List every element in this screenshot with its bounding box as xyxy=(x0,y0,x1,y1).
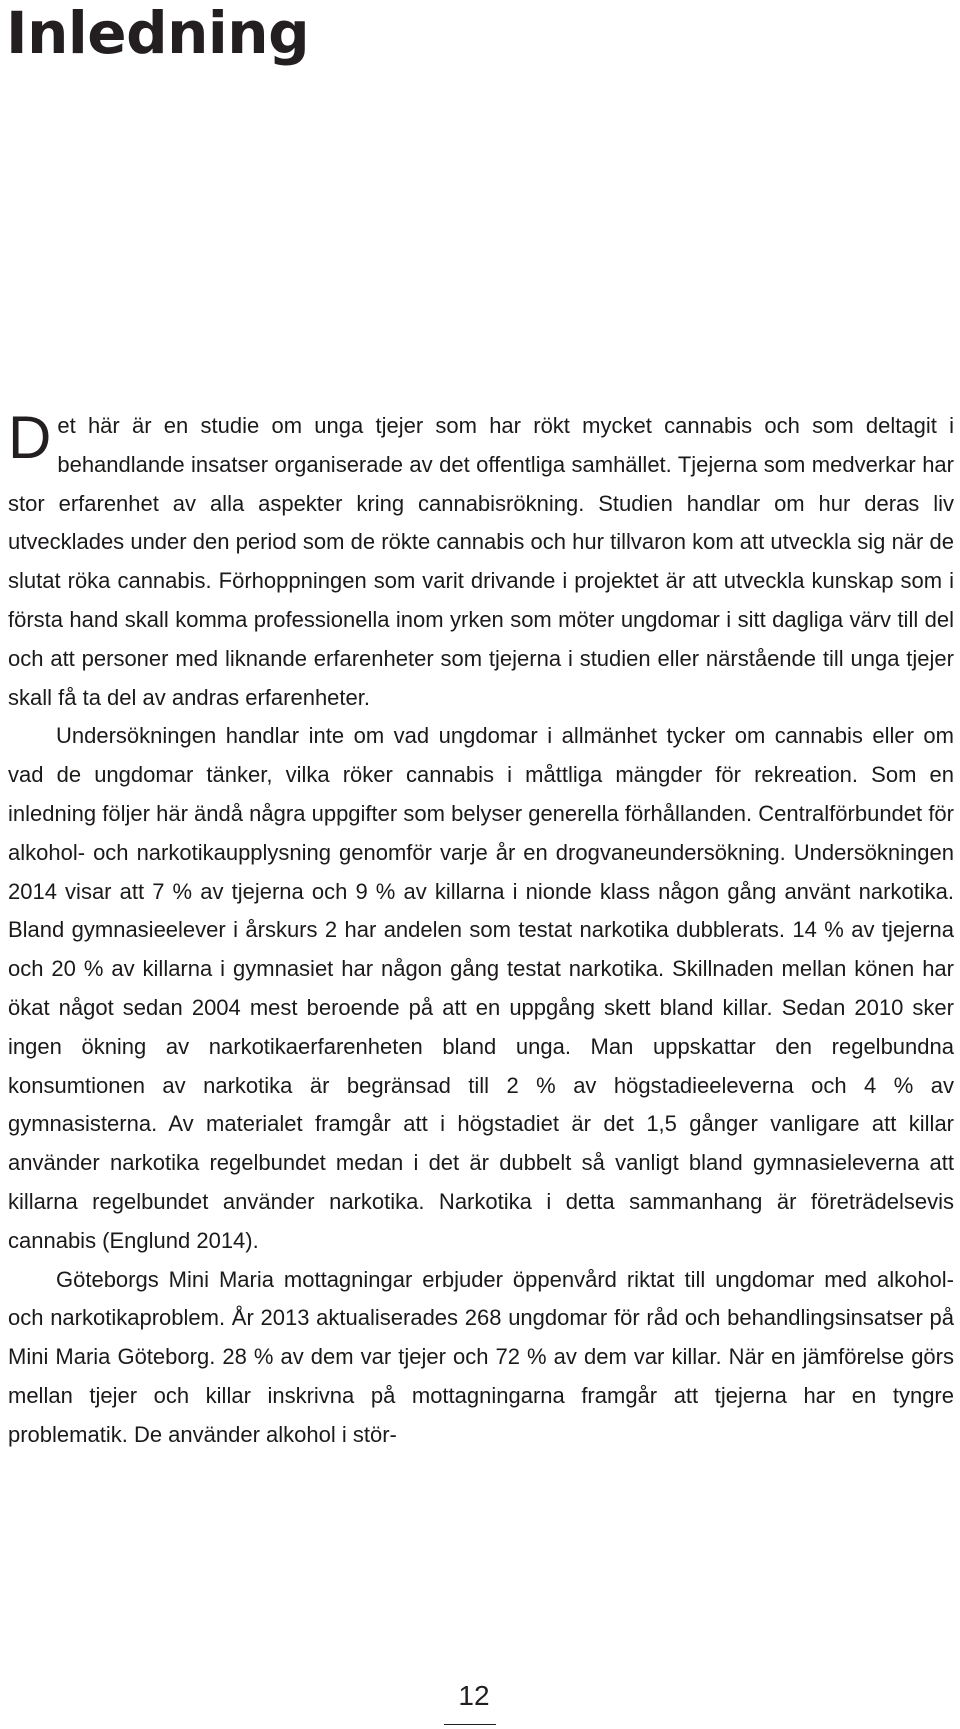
body-text xyxy=(8,404,954,1455)
page-number: 12 xyxy=(458,1680,490,1711)
chapter-title: Inledning xyxy=(6,0,310,67)
paragraph-2: Undersökningen handlar inte om vad ungdomar i allmänhet tycker om cannabis eller om vad de ungdomar tänker, vilka röker cannabis i måttliga mängder för rekreation. Som en inledning följer här ändå några uppgifter som belyser generella förhållanden. Centralförbundet för alkohol- och narkotikaupplysning genomför varje år en drogvaneundersökning. Undersökningen 2014 visar att 7 % av tjejerna och 9 % av killarna i nionde klass någon gång använt narkotika. Bland gymnasieelever i årskurs 2 har andelen som testat narkotika dubblerats. 14 % av tjejerna och 20 % av killarna i gymnasiet har någon gång testat narkotika. Skillnaden mellan könen har ökat något sedan 2004 mest beroende på att en uppgång skett bland killar. Sedan 2010 sker ingen ökning av narkotikaerfarenheten bland unga. Man uppskattar den regelbundna konsumtionen av narkotika är begränsad till 2 % av högstadieeleverna och 4 % av gymnasisterna. Av materialet framgår att i högstadiet är det 1,5 gånger vanligare att killar använder narkotika regelbundet medan i det är dubbelt så vanligt bland gymnasieleverna att killarna regelbundet använder narkotika. Narkotika i detta sammanhang är företrädelsevis cannabis (Englund 2014). xyxy=(8,723,954,1253)
drop-cap: D xyxy=(8,404,52,471)
paragraph-1 xyxy=(8,404,954,717)
page-number-rule xyxy=(444,1724,496,1725)
paragraph-3: Göteborgs Mini Maria mottagningar erbjuder öppenvård riktat till ungdomar med alkohol- och narkotikaproblem. År 2013 aktualiserades 268 ungdomar för råd och behandlingsinsatser på Mini Maria Göteborg. 28 % av dem var tjejer och 72 % av dem var killar. När en jämförelse görs mellan tjejer och killar inskrivna på mottagningarna framgår att tjejerna har en tyngre problematik. De använder alkohol i stör- xyxy=(8,1266,954,1447)
paragraph-1-text: et här är en studie om unga tjejer som har rökt mycket cannabis och som deltagit i behandlande insatser organiserade av det offentliga samhället. Tjejerna som medverkar har stor erfarenhet av alla aspekter kring cannabisrökning. Studien handlar om hur deras liv utvecklades under den period som de rökte cannabis och hur tillvaron kom att utveckla sig när de slutat röka cannabis. Förhoppningen som varit drivande i projektet är att utveckla kunskap som i första hand skall komma professionella inom yrken som möter ungdomar i sitt dagliga värv till del och att personer med liknande erfarenheter som tjejerna i studien eller närstående till unga tjejer skall få ta del av andras erfarenheter. xyxy=(8,413,954,710)
